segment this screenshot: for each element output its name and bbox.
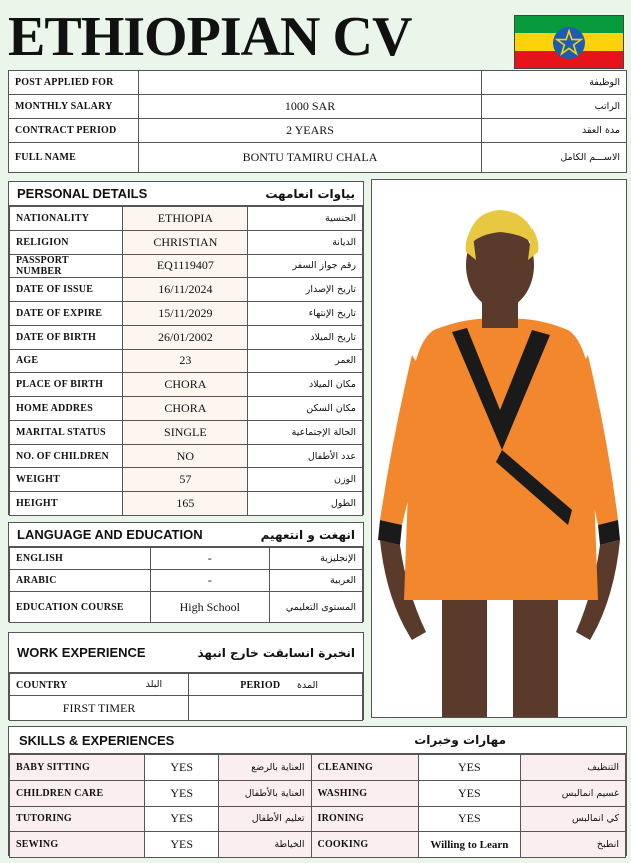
section-title-ar: بياوات انعامهت — [265, 186, 355, 201]
language-label-ar: المستوى التعليمي — [269, 592, 362, 623]
period-label: PERIOD — [240, 679, 281, 691]
skill-label: IRONING — [311, 806, 419, 832]
skill-label: CLEANING — [311, 755, 419, 781]
language-value: - — [150, 570, 269, 592]
skill-value: Willing to Learn — [419, 832, 520, 858]
skill-label: CHILDREN CARE — [10, 780, 145, 806]
ethiopia-flag-icon — [514, 15, 624, 69]
table-row — [10, 230, 363, 254]
skill-value: YES — [145, 832, 219, 858]
personal-label: AGE — [10, 349, 123, 373]
table-row — [10, 548, 363, 570]
personal-value: SINGLE — [123, 420, 248, 444]
table-row — [10, 420, 363, 444]
personal-label-ar: العمر — [248, 349, 363, 373]
skill-value: YES — [145, 806, 219, 832]
skill-label-ar: العناية بالرضع — [218, 755, 311, 781]
personal-label-ar: رقم جواز السفر — [248, 254, 363, 278]
table-row — [10, 570, 363, 592]
language-table — [9, 547, 363, 623]
language-label: EDUCATION COURSE — [10, 592, 151, 623]
skill-label-ar: الخياطة — [218, 832, 311, 858]
person-photo-icon — [372, 180, 627, 718]
personal-label: WEIGHT — [10, 468, 123, 492]
table-row — [9, 119, 627, 143]
personal-value: CHRISTIAN — [123, 230, 248, 254]
language-label: ENGLISH — [10, 548, 151, 570]
table-row — [9, 71, 627, 95]
work-entry: FIRST TIMER — [10, 696, 189, 721]
personal-label: PLACE OF BIRTH — [10, 373, 123, 397]
personal-value: 16/11/2024 — [123, 278, 248, 302]
table-row — [10, 302, 363, 326]
table-row — [10, 674, 363, 696]
fullname-label: FULL NAME — [9, 143, 139, 173]
personal-value: ETHIOPIA — [123, 207, 248, 231]
table-row — [10, 806, 626, 832]
personal-value: 23 — [123, 349, 248, 373]
personal-table — [9, 206, 363, 516]
personal-label: NO. OF CHILDREN — [10, 444, 123, 468]
language-section — [8, 522, 364, 622]
post-label: POST APPLIED FOR — [9, 71, 139, 95]
personal-value: 15/11/2029 — [123, 302, 248, 326]
language-value: - — [150, 548, 269, 570]
skill-label: TUTORING — [10, 806, 145, 832]
skills-table — [9, 754, 626, 858]
table-row — [10, 468, 363, 492]
language-label-ar: العربية — [269, 570, 362, 592]
skill-label-ar: التنظيف — [520, 755, 625, 781]
salary-label-ar: الراتب — [482, 95, 627, 119]
language-label-ar: الإنجليزية — [269, 548, 362, 570]
skill-value: YES — [145, 755, 219, 781]
language-value: High School — [150, 592, 269, 623]
work-table — [9, 673, 363, 721]
skill-label-ar: غسيم انمالبس — [520, 780, 625, 806]
section-title-ar: مهارات وخبرات — [414, 733, 506, 747]
personal-label-ar: الجنسية — [248, 207, 363, 231]
skill-label-ar: العناية بالأطفال — [218, 780, 311, 806]
table-row — [9, 143, 627, 173]
table-row — [10, 832, 626, 858]
personal-label-ar: الديانة — [248, 230, 363, 254]
personal-label: PASSPORT NUMBER — [10, 254, 123, 278]
personal-details-section — [8, 181, 364, 515]
personal-value: 57 — [123, 468, 248, 492]
post-value — [138, 71, 481, 95]
personal-label-ar: الحالة الإجتماعية — [248, 420, 363, 444]
personal-label: HOME ADDRES — [10, 397, 123, 421]
personal-label: DATE OF EXPIRE — [10, 302, 123, 326]
personal-value: NO — [123, 444, 248, 468]
personal-label-ar: الوزن — [248, 468, 363, 492]
page-title: ETHIOPIAN CV — [8, 6, 412, 68]
skill-label-ar: كي انمالبس — [520, 806, 625, 832]
fullname-label-ar: الاســـم الكامل — [482, 143, 627, 173]
job-info-table — [8, 70, 627, 172]
skills-section — [8, 726, 627, 856]
table-row — [10, 325, 363, 349]
contract-value: 2 YEARS — [138, 119, 481, 143]
contract-label-ar: مدة العقد — [482, 119, 627, 143]
skill-label-ar: تعليم الأطفال — [218, 806, 311, 832]
candidate-photo — [371, 179, 627, 718]
section-title: LANGUAGE AND EDUCATION — [17, 527, 203, 542]
skill-label: SEWING — [10, 832, 145, 858]
skill-label: WASHING — [311, 780, 419, 806]
table-row — [10, 207, 363, 231]
section-title-ar: انخبرة انسابقت خارج انبهذ — [197, 645, 355, 660]
table-row — [10, 696, 363, 721]
post-label-ar: الوظيفة — [482, 71, 627, 95]
salary-label: MONTHLY SALARY — [9, 95, 139, 119]
table-row — [10, 397, 363, 421]
personal-label: HEIGHT — [10, 492, 123, 516]
salary-value: 1000 SAR — [138, 95, 481, 119]
country-label: COUNTRY — [16, 679, 68, 691]
skill-value: YES — [145, 780, 219, 806]
work-section — [8, 632, 364, 720]
section-title-ar: انهغت و انتعهيم — [260, 527, 355, 542]
table-row — [10, 755, 626, 781]
personal-label-ar: مكان الميلاد — [248, 373, 363, 397]
table-row — [10, 254, 363, 278]
table-row — [10, 780, 626, 806]
personal-value: EQ1119407 — [123, 254, 248, 278]
table-row — [10, 592, 363, 623]
personal-label-ar: مكان السكن — [248, 397, 363, 421]
fullname-value: BONTU TAMIRU CHALA — [138, 143, 481, 173]
table-row — [10, 444, 363, 468]
period-label-ar: المدة — [297, 679, 319, 691]
contract-label: CONTRACT PERIOD — [9, 119, 139, 143]
skill-value: YES — [419, 780, 520, 806]
country-label-ar: البلد — [145, 678, 163, 690]
personal-label: NATIONALITY — [10, 207, 123, 231]
section-title: SKILLS & EXPERIENCES — [19, 732, 175, 748]
personal-label: DATE OF BIRTH — [10, 325, 123, 349]
personal-value: CHORA — [123, 373, 248, 397]
skill-label: COOKING — [311, 832, 419, 858]
work-header — [9, 633, 363, 673]
personal-label: MARITAL STATUS — [10, 420, 123, 444]
table-row — [10, 278, 363, 302]
section-title: WORK EXPERIENCE — [17, 645, 146, 660]
language-label: ARABIC — [10, 570, 151, 592]
table-row — [10, 373, 363, 397]
personal-label: RELIGION — [10, 230, 123, 254]
skill-label-ar: انطبخ — [520, 832, 625, 858]
skill-label: BABY SITTING — [10, 755, 145, 781]
personal-label-ar: تاريخ الإصدار — [248, 278, 363, 302]
table-row — [9, 95, 627, 119]
personal-details-header — [9, 182, 363, 206]
skill-value: YES — [419, 755, 520, 781]
personal-value: 165 — [123, 492, 248, 516]
personal-label-ar: تاريخ الميلاد — [248, 325, 363, 349]
section-title: PERSONAL DETAILS — [17, 186, 148, 201]
table-row — [10, 349, 363, 373]
personal-value: CHORA — [123, 397, 248, 421]
personal-label-ar: عدد الأطفال — [248, 444, 363, 468]
personal-label-ar: تاريخ الإنتهاء — [248, 302, 363, 326]
personal-label-ar: الطول — [248, 492, 363, 516]
language-header — [9, 523, 363, 547]
personal-label: DATE OF ISSUE — [10, 278, 123, 302]
skills-header — [9, 727, 626, 754]
skill-value: YES — [419, 806, 520, 832]
personal-value: 26/01/2002 — [123, 325, 248, 349]
table-row — [10, 492, 363, 516]
